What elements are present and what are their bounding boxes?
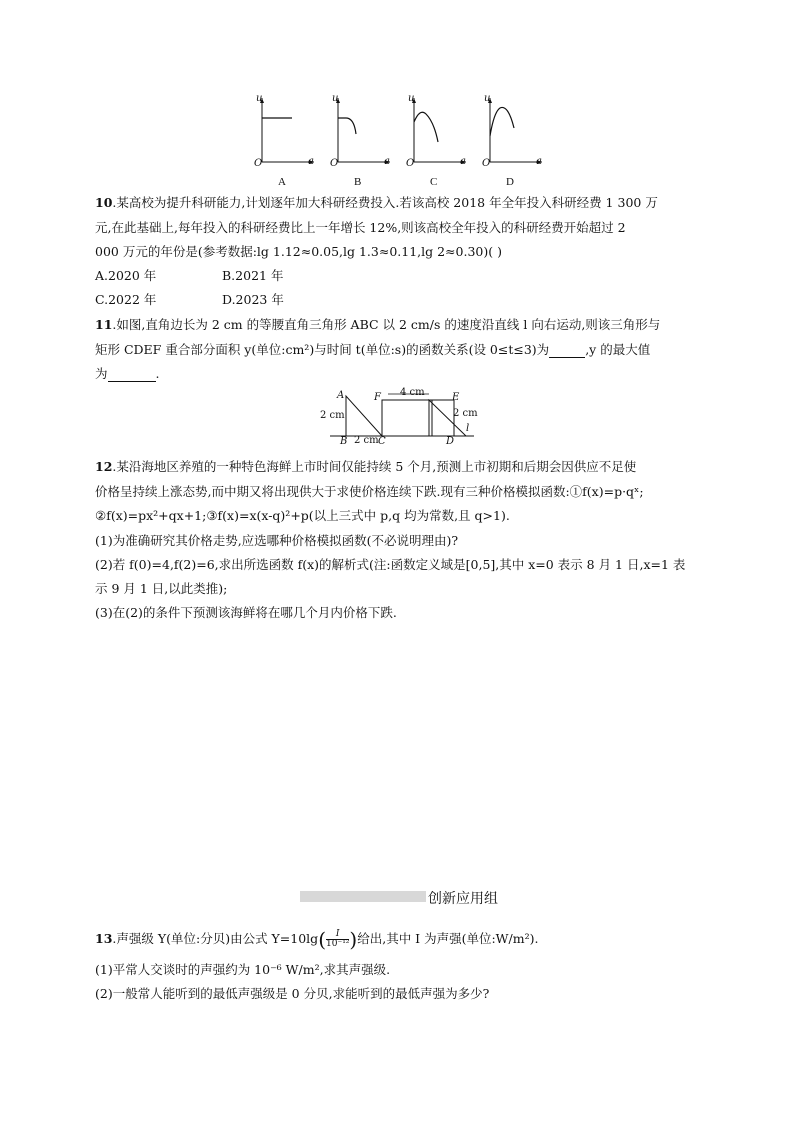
fig-label-b: B bbox=[340, 436, 348, 447]
graph-c-u-label: u bbox=[408, 93, 415, 104]
graph-caption-b: B bbox=[354, 176, 362, 188]
q11-line-3: 为 . bbox=[95, 366, 160, 381]
fig-label-top: 4 cm bbox=[400, 387, 425, 398]
q13-sub-2: (2)一般常人能听到的最低声强级是 0 分贝,求能听到的最低声强为多少? bbox=[95, 986, 490, 1001]
q10-option-d: D.2023 年 bbox=[222, 292, 284, 307]
fig-label-l: l bbox=[466, 423, 470, 434]
q11-blank-1[interactable] bbox=[549, 345, 585, 358]
graph-a-u-label: u bbox=[256, 93, 263, 104]
q10-option-b: B.2021 年 bbox=[222, 268, 284, 283]
q12-line-3: ②f(x)=px²+qx+1;③f(x)=x(x-q)²+p(以上三式中 p,q 均为常数,且 q>1). bbox=[95, 508, 510, 523]
graph-d-a-label: a bbox=[536, 156, 542, 167]
q11-line-1: 11.如图,直角边长为 2 cm 的等腰直角三角形 ABC 以 2 cm/s 的速度沿直线 l 向右运动,则该三角形与 bbox=[95, 317, 661, 332]
q12-sub-3: (3)在(2)的条件下预测该海鲜将在哪几个月内价格下跌. bbox=[95, 605, 397, 620]
q12-number: 12 bbox=[95, 459, 113, 474]
q11-figure bbox=[316, 388, 476, 448]
graph-d-u-label: u bbox=[484, 93, 491, 104]
fig-label-d: D bbox=[446, 436, 455, 447]
q13-sub-1: (1)平常人交谈时的声强约为 10⁻⁶ W/m²,求其声强级. bbox=[95, 962, 391, 977]
q13-fraction: $\frac{\text{𝐼}}{\text{10⁻¹²}}$ bbox=[326, 929, 350, 949]
fig-label-c: C bbox=[378, 436, 386, 447]
q13-line-1: 13.声强级 Y(单位:分贝)由公式 Y=10lg( $\frac{\text{𝐼}}{\text{10⁻¹²}}$ )给出,其中 I 为声强(单位:W/m²). bbox=[95, 927, 539, 952]
q12-line-1: 12.某沿海地区养殖的一种特色海鲜上市时间仅能持续 5 个月,预测上市初期和后期会因供应不足使 bbox=[95, 459, 637, 474]
graph-d-origin: O bbox=[482, 158, 491, 169]
q10-line-1: 10.某高校为提升科研能力,计划逐年加大科研经费投入.若该高校 2018 年全年投入科研经费 1 300 万 bbox=[95, 195, 658, 210]
q13-number: 13 bbox=[95, 931, 113, 946]
fig-label-base: 2 cm bbox=[354, 435, 379, 446]
graph-c-a-label: a bbox=[460, 156, 466, 167]
graph-b-u-label: u bbox=[332, 93, 339, 104]
fig-label-right: 2 cm bbox=[453, 408, 478, 419]
graph-b-a-label: a bbox=[384, 156, 390, 167]
q12-sub-2b: 示 9 月 1 日,以此类推); bbox=[95, 581, 228, 596]
q12-sub-2a: (2)若 f(0)=4,f(2)=6,求出所选函数 f(x)的解析式(注:函数定义域是[0,5],其中 x=0 表示 8 月 1 日,x=1 表 bbox=[95, 557, 686, 572]
q11-blank-2[interactable] bbox=[108, 369, 156, 382]
graph-b-origin: O bbox=[330, 158, 339, 169]
fig-label-f: F bbox=[374, 392, 381, 403]
fig-label-side: 2 cm bbox=[320, 410, 345, 421]
q10-option-a: A.2020 年 bbox=[95, 268, 157, 283]
graph-c-origin: O bbox=[406, 158, 415, 169]
section-banner-title: 创新应用组 bbox=[428, 891, 498, 907]
section-banner-bar bbox=[300, 891, 426, 902]
graph-a-origin: O bbox=[254, 158, 263, 169]
graph-caption-c: C bbox=[430, 176, 438, 188]
q10-line-3: 000 万元的年份是(参考数据:lg 1.12≈0.05,lg 1.3≈0.11,lg 2≈0.30)( ) bbox=[95, 244, 502, 259]
q10-line-2: 元,在此基础上,每年投入的科研经费比上一年增长 12%,则该高校全年投入的科研经费开始超过 2 bbox=[95, 220, 626, 235]
q12-line-2: 价格呈持续上涨态势,而中期又将出现供大于求使价格连续下跌.现有三种价格模拟函数:①f(x)=p·qˣ; bbox=[95, 484, 644, 499]
q10-option-c: C.2022 年 bbox=[95, 292, 157, 307]
graph-a-a-label: a bbox=[308, 156, 314, 167]
fig-label-e: E bbox=[452, 392, 460, 403]
q10-number: 10 bbox=[95, 195, 113, 210]
fig-label-a: A bbox=[337, 390, 345, 401]
q11-line-2: 矩形 CDEF 重合部分面积 y(单位:cm²)与时间 t(单位:s)的函数关系(设 0≤t≤3)为 ,y 的最大值 bbox=[95, 342, 651, 357]
q12-sub-1: (1)为准确研究其价格走势,应选哪种价格模拟函数(不必说明理由)? bbox=[95, 533, 459, 548]
q11-number: 11 bbox=[95, 317, 113, 332]
graph-caption-a: A bbox=[278, 176, 286, 188]
graph-caption-d: D bbox=[506, 176, 514, 188]
